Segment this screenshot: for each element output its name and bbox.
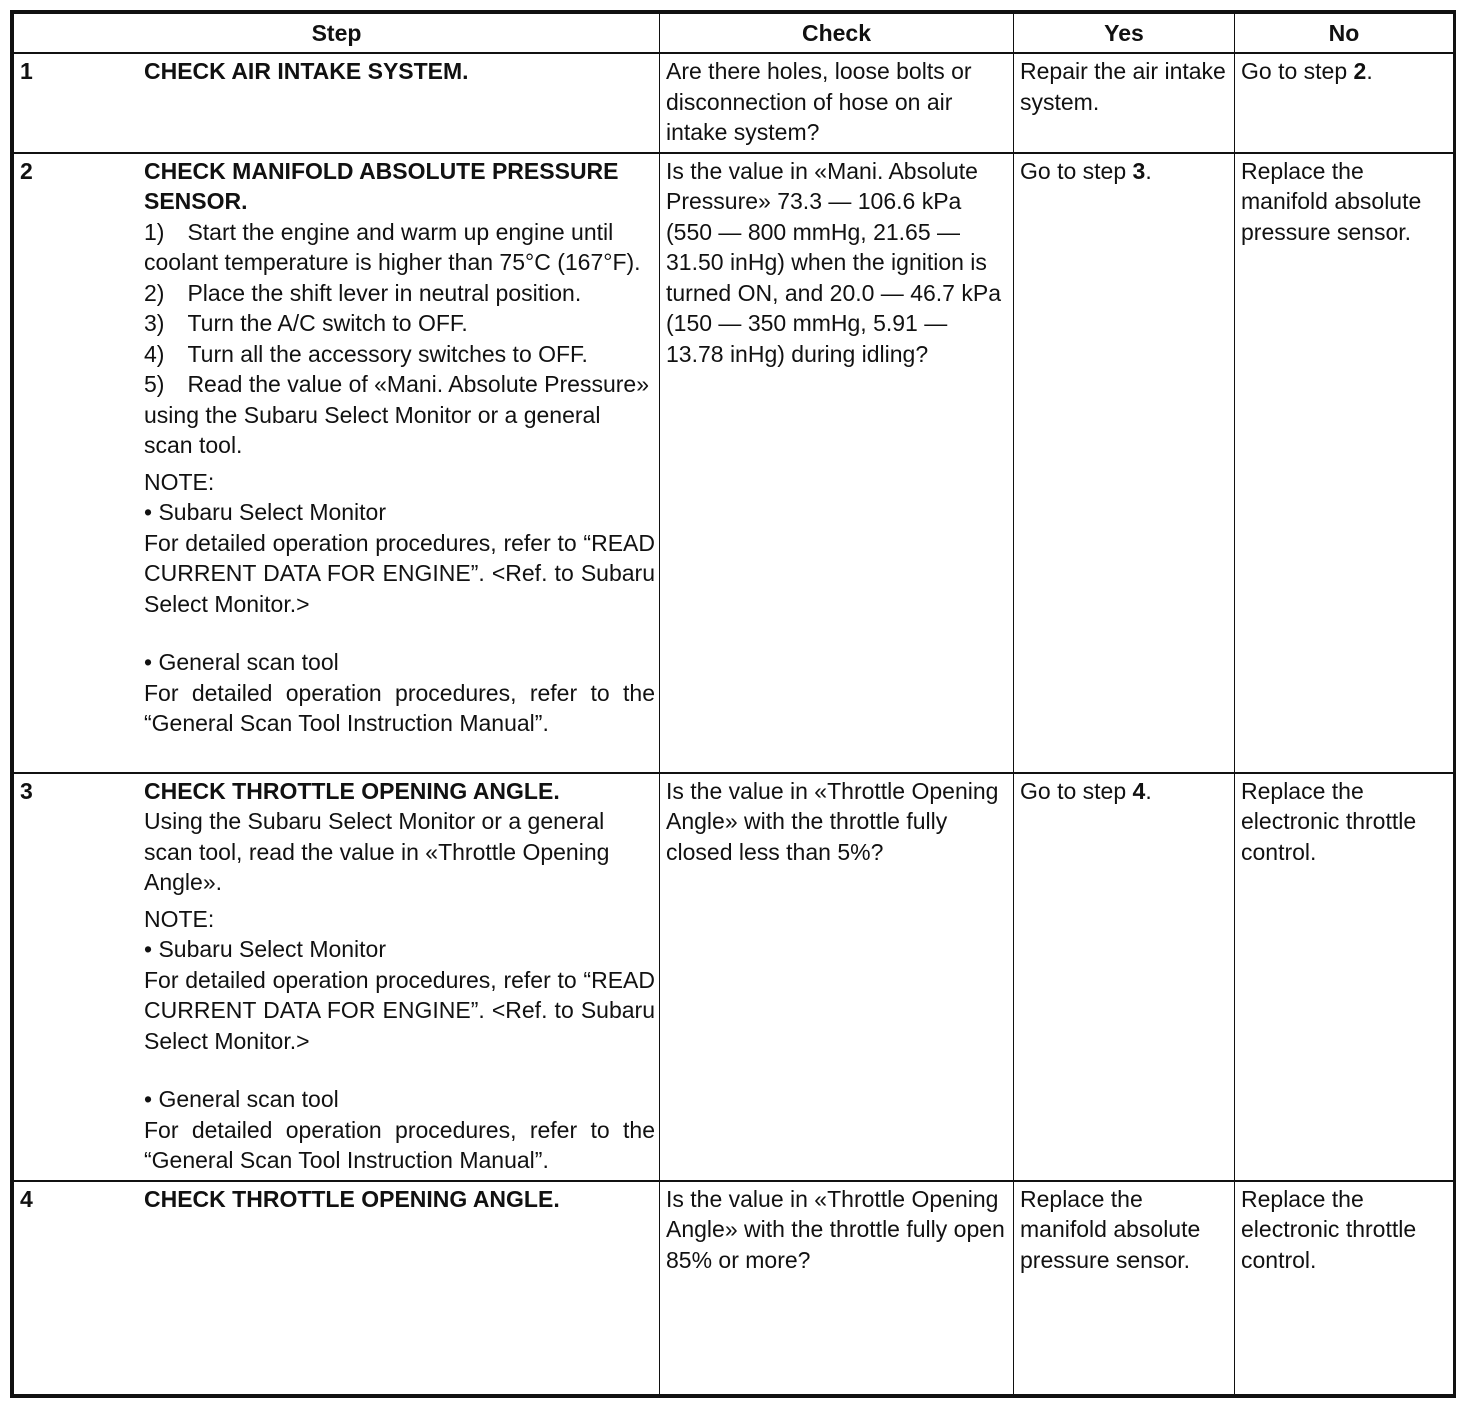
note-text-scan-tool: For detailed operation procedures, refer to the “General Scan Tool Instruction Manual”. bbox=[144, 679, 655, 736]
diagnostic-procedure-table bbox=[13, 13, 1454, 1395]
step-title: CHECK THROTTLE OPENING ANGLE. bbox=[144, 1185, 560, 1212]
table-row bbox=[14, 1181, 1454, 1395]
instruction-item: 4) Turn all the accessory switches to OFF. bbox=[144, 340, 588, 367]
no-text: Go to step bbox=[1241, 58, 1354, 84]
step-title: CHECK MANIFOLD ABSOLUTE PRESSURE SENSOR. bbox=[144, 157, 619, 214]
no-cell: Replace the electronic throttle control. bbox=[1235, 1181, 1454, 1395]
header-no: No bbox=[1235, 14, 1454, 54]
note-label: NOTE: bbox=[144, 905, 215, 932]
step-number: 1 bbox=[20, 58, 33, 84]
header-step: Step bbox=[14, 14, 660, 54]
instruction-item: 5) Read the value of «Mani. Absolute Pressure» using the Subaru Select Monitor or a general scan tool. bbox=[144, 371, 650, 458]
note-bullet-select-monitor: • Subaru Select Monitor bbox=[144, 499, 387, 525]
yes-text-suffix: . bbox=[1145, 777, 1152, 804]
step-cell bbox=[14, 773, 660, 1181]
note-bullet-scan-tool: • General scan tool bbox=[144, 649, 339, 675]
no-text-suffix: . bbox=[1366, 58, 1373, 84]
check-cell: Are there holes, loose bolts or disconnection of hose on air intake system? bbox=[660, 53, 1014, 153]
yes-cell: Repair the air intake system. bbox=[1014, 53, 1235, 153]
note-bullet-select-monitor: • Subaru Select Monitor bbox=[144, 936, 387, 962]
no-cell bbox=[1235, 53, 1454, 153]
note-text-select-monitor: For detailed operation procedures, refer to “READ CURRENT DATA FOR ENGINE”. <Ref. to Subaru Select Monitor.> bbox=[144, 966, 655, 1054]
instruction-item: 2) Place the shift lever in neutral position. bbox=[144, 279, 582, 306]
table-row bbox=[14, 773, 1454, 1181]
table-header-row bbox=[14, 14, 1454, 54]
header-check: Check bbox=[660, 14, 1014, 54]
diagnostic-table-page bbox=[10, 10, 1456, 1398]
table-row bbox=[14, 53, 1454, 153]
check-cell: Is the value in «Throttle Opening Angle» with the throttle fully open 85% or more? bbox=[660, 1181, 1014, 1395]
check-cell: Is the value in «Mani. Absolute Pressure» 73.3 — 106.6 kPa (550 — 800 mmHg, 21.65 — 31.50 inHg) when the ignition is turned ON, and 20.0 — 46.7 kPa (150 — 350 mmHg, 5.91 — 13.78 inHg) during idling? bbox=[660, 153, 1014, 773]
step-title: CHECK THROTTLE OPENING ANGLE. bbox=[144, 777, 560, 804]
yes-cell bbox=[1014, 153, 1235, 773]
goto-step-number: 4 bbox=[1132, 777, 1146, 804]
yes-text-suffix: . bbox=[1145, 157, 1152, 184]
yes-text: Go to step bbox=[1020, 777, 1133, 804]
step-cell bbox=[14, 153, 660, 773]
step-number: 2 bbox=[20, 157, 33, 184]
check-cell: Is the value in «Throttle Opening Angle» with the throttle fully closed less than 5%? bbox=[660, 773, 1014, 1181]
goto-step-number: 2 bbox=[1353, 58, 1367, 84]
no-cell: Replace the electronic throttle control. bbox=[1235, 773, 1454, 1181]
instruction-item: Using the Subaru Select Monitor or a general scan tool, read the value in «Throttle Opening Angle». bbox=[144, 808, 610, 895]
instruction-item: 1) Start the engine and warm up engine until coolant temperature is higher than 75°C (167°F). bbox=[144, 218, 641, 275]
step-cell bbox=[14, 53, 660, 153]
step-title: CHECK AIR INTAKE SYSTEM. bbox=[144, 58, 469, 84]
no-cell: Replace the manifold absolute pressure sensor. bbox=[1235, 153, 1454, 773]
note-label: NOTE: bbox=[144, 468, 215, 495]
note-bullet-scan-tool: • General scan tool bbox=[144, 1086, 339, 1112]
yes-text: Go to step bbox=[1020, 157, 1133, 184]
header-yes: Yes bbox=[1014, 14, 1235, 54]
step-cell bbox=[14, 1181, 660, 1395]
step-number: 4 bbox=[20, 1185, 33, 1212]
note-text-scan-tool: For detailed operation procedures, refer to the “General Scan Tool Instruction Manual”. bbox=[144, 1116, 655, 1173]
instruction-item: 3) Turn the A/C switch to OFF. bbox=[144, 310, 468, 336]
table-row bbox=[14, 153, 1454, 773]
yes-cell: Replace the manifold absolute pressure sensor. bbox=[1014, 1181, 1235, 1395]
step-number: 3 bbox=[20, 777, 33, 804]
goto-step-number: 3 bbox=[1132, 157, 1146, 184]
yes-cell bbox=[1014, 773, 1235, 1181]
note-text-select-monitor: For detailed operation procedures, refer to “READ CURRENT DATA FOR ENGINE”. <Ref. to Subaru Select Monitor.> bbox=[144, 529, 655, 617]
